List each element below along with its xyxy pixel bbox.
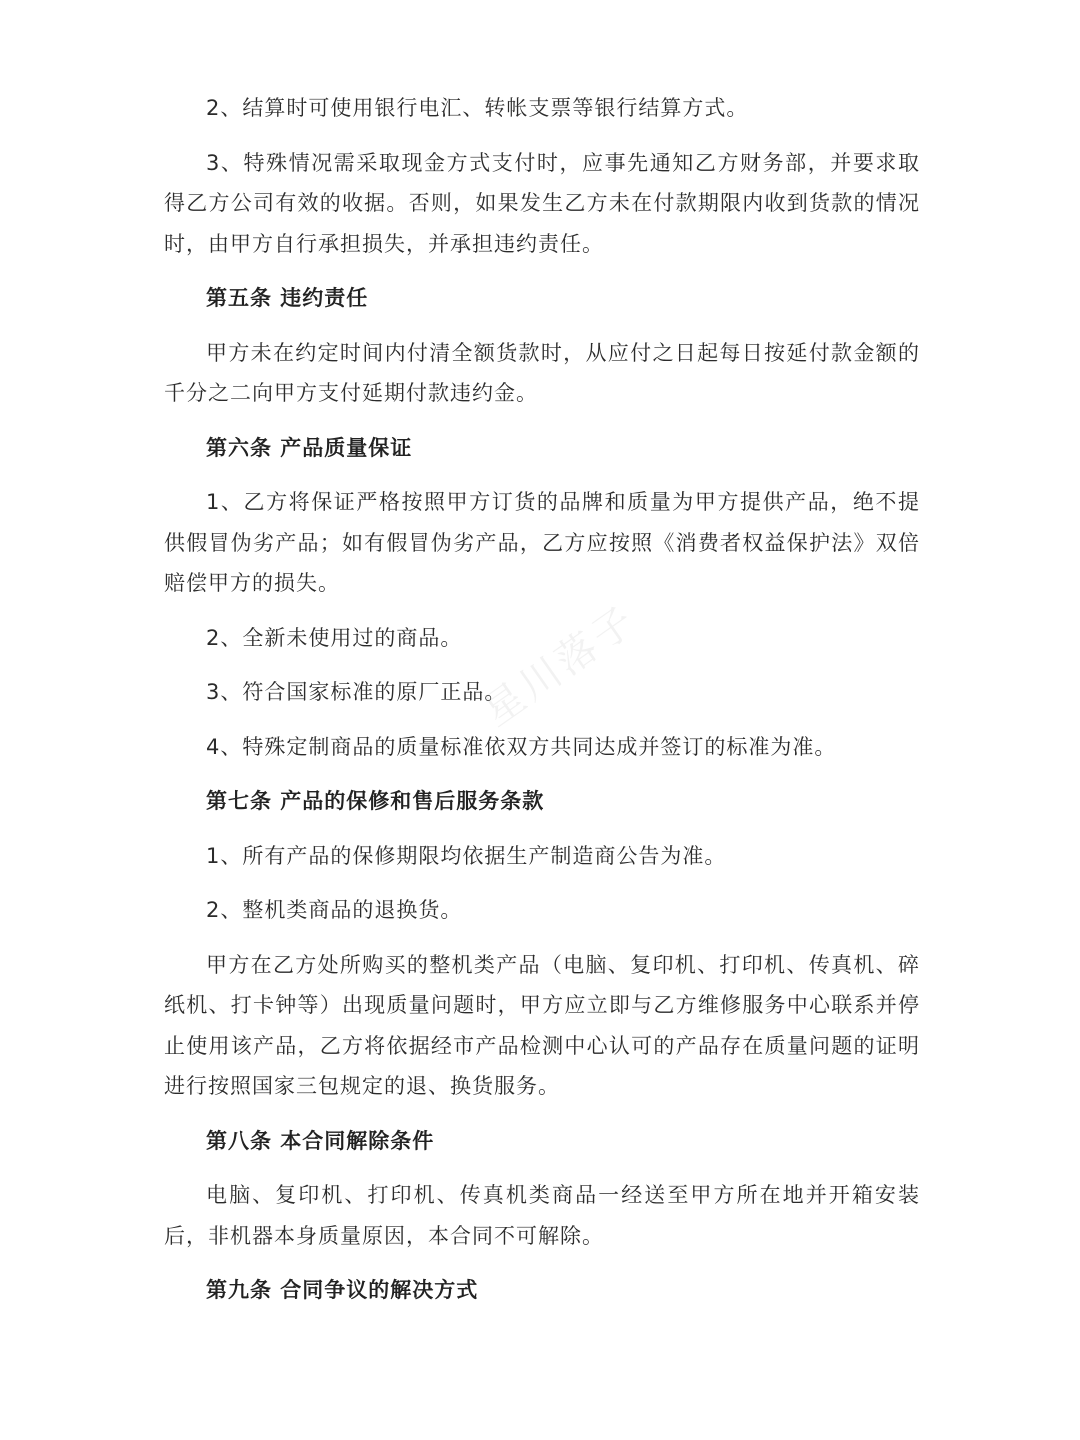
section-heading: 第五条 违约责任 [206,286,369,310]
paragraph: 甲方未在约定时间内付清全额货款时，从应付之日起每日按延付款金额的千分之二向甲方支付延期付款违约金。 [164,340,920,405]
paragraph: 甲方在乙方处所购买的整机类产品（电脑、复印机、打印机、传真机、碎纸机、打卡钟等）出现质量问题时，甲方应立即与乙方维修服务中心联系并停止使用该产品，乙方将依据经市产品检测中心认可的产品存在质量问题的证明进行按照国家三包规定的退、换货服务。 [164,952,920,1098]
paragraph: 2、整机类商品的退换货。 [206,898,463,922]
section-heading: 第七条 产品的保修和售后服务条款 [206,789,545,813]
section-heading: 第八条 本合同解除条件 [206,1128,435,1153]
section-heading: 第九条 合同争议的解决方式 [206,1278,479,1302]
paragraph: 3、特殊情况需采取现金方式支付时，应事先通知乙方财务部，并要求取得乙方公司有效的收据。否则，如果发生乙方未在付款期限内收到货款的情况时，由甲方自行承担损失，并承担违约责任。 [164,150,920,256]
paragraph: 4、特殊定制商品的质量标准依双方共同达成并签订的标准为准。 [206,734,837,759]
section-heading: 第六条 产品质量保证 [206,435,413,460]
watermark: 星川落子 [475,596,646,736]
paragraph: 1、乙方将保证严格按照甲方订货的品牌和质量为甲方提供产品，绝不提供假冒伪劣产品；如有假冒伪劣产品，乙方应按照《消费者权益保护法》双倍赔偿甲方的损失。 [164,490,920,595]
paragraph: 2、全新未使用过的商品。 [206,625,463,650]
paragraph: 2、结算时可使用银行电汇、转帐支票等银行结算方式。 [206,96,749,120]
paragraph: 电脑、复印机、打印机、传真机类商品一经送至甲方所在地并开箱安装后，非机器本身质量原因，本合同不可解除。 [164,1183,920,1248]
paragraph: 1、所有产品的保修期限均依据生产制造商公告为准。 [206,843,727,868]
paragraph: 3、符合国家标准的原厂正品。 [206,680,507,704]
